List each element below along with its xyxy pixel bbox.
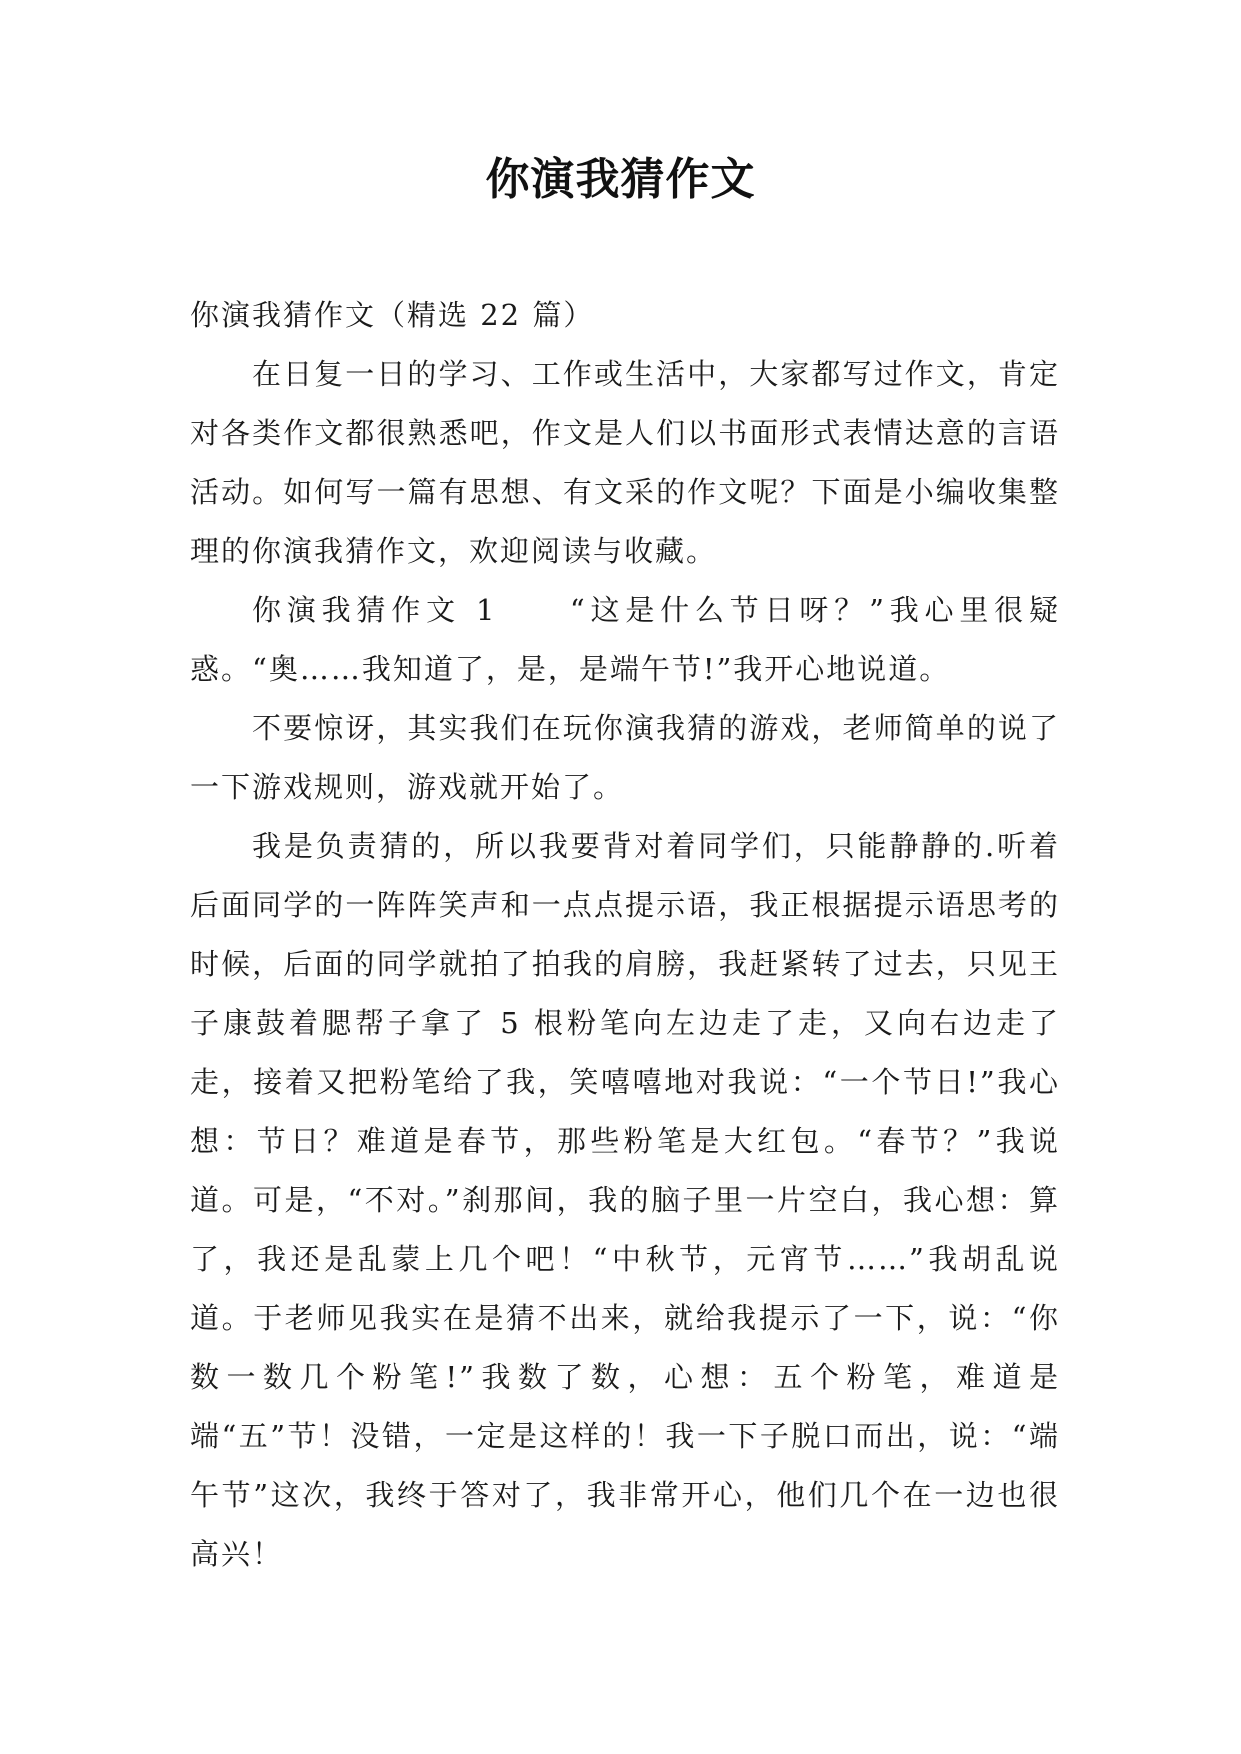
- paragraph-guessing-story: 我是负责猜的，所以我要背对着同学们，只能静静的.听着后面同学的一阵阵笑声和一点点提示语，我正根据提示语思考的时候，后面的同学就拍了拍我的肩膀，我赶紧转了过去，只见王子康鼓着腮帮子拿了 5 根粉笔向左边走了走，又向右边走了走，接着又把粉笔给了我，笑嘻嘻地对我说：“一个节日!”我心想：节日？难道是春节，那些粉笔是大红包。“春节？”我说道。可是，“不对。”刹那间，我的脑子里一片空白，我心想：算了，我还是乱蒙上几个吧！“中秋节，元宵节……”我胡乱说道。于老师见我实在是猜不出来，就给我提示了一下，说：“你数一数几个粉笔!”我数了数，心想：五个粉笔，难道是端“五”节！没错，一定是这样的！我一下子脱口而出，说：“端午节”这次，我终于答对了，我非常开心，他们几个在一边也很高兴！: [190, 829, 1060, 1571]
- document-body: [190, 286, 1060, 1584]
- paragraph-intro: 在日复一日的学习、工作或生活中，大家都写过作文，肯定对各类作文都很熟悉吧，作文是人们以书面形式表情达意的言语活动。如何写一篇有思想、有文采的作文呢？下面是小编收集整理的你演我猜作文，欢迎阅读与收藏。: [190, 357, 1060, 568]
- document-title: 你演我猜作文: [485, 154, 756, 205]
- paragraph-game-rules: 不要惊讶，其实我们在玩你演我猜的游戏，老师简单的说了一下游戏规则，游戏就开始了。: [190, 711, 1060, 804]
- document-subtitle: 你演我猜作文（精选 22 篇）: [190, 298, 595, 332]
- paragraph-essay-1-opening: 你演我猜作文 1 “这是什么节日呀？”我心里很疑惑。“奥……我知道了，是，是端午节!”我开心地说道。: [190, 593, 1060, 686]
